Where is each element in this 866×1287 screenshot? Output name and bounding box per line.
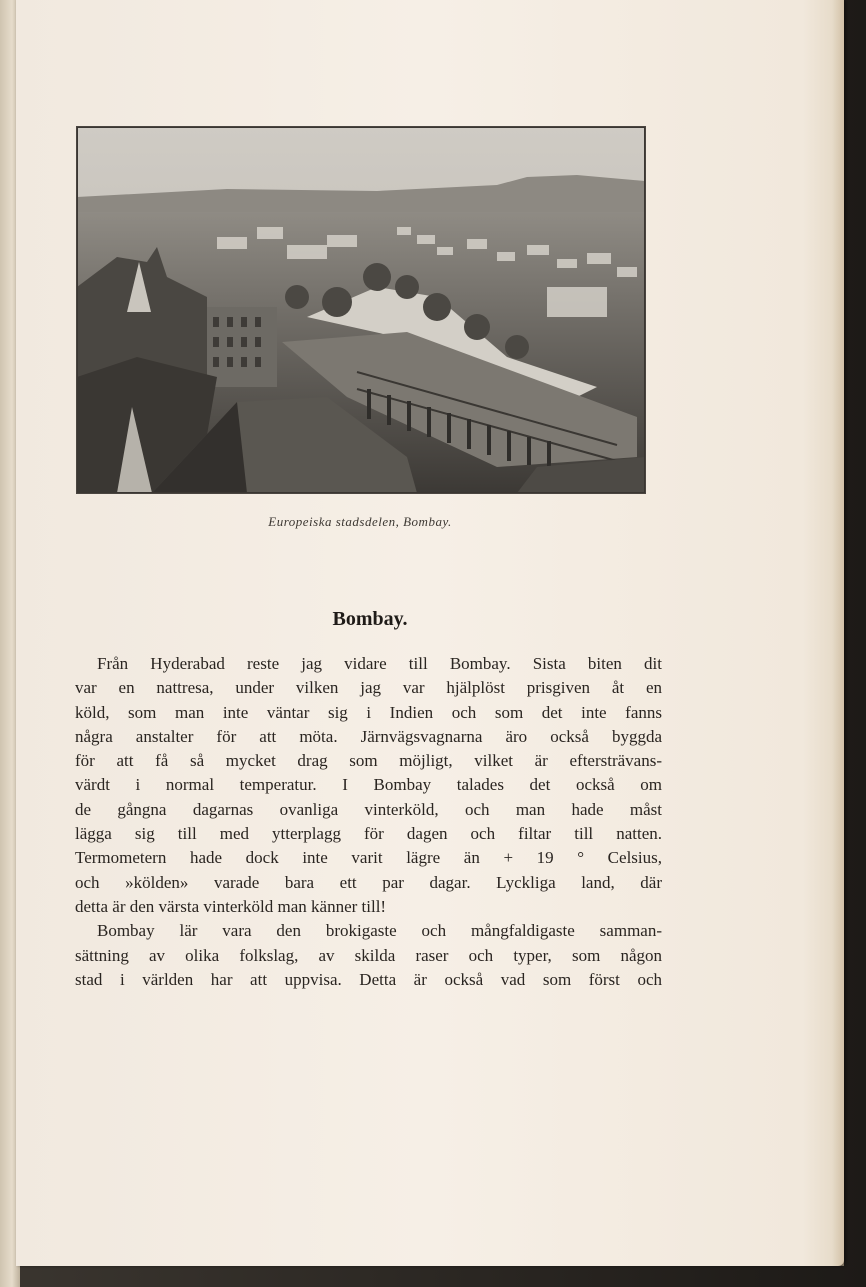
text-line: detta är den värsta vinterköld man känner till!: [75, 896, 387, 916]
city-panorama-photo: [76, 126, 646, 494]
text-line: värdt i normal temperatur. I Bombay talades det också om: [75, 775, 662, 795]
text-line: stad i världen har att uppvisa. Detta är också vad som först och: [75, 969, 662, 989]
text-line: de gångna dagarnas ovanliga vinterköld, och man hade måst: [75, 799, 662, 819]
text-line: för att få så mycket drag som möjligt, vilket är eftersträvans-: [75, 751, 662, 771]
text-line: lägga sig till med ytterplagg för dagen och filtar till natten.: [75, 824, 662, 844]
text-line: köld, som man inte väntar sig i Indien och som det inte fanns: [75, 702, 662, 722]
text-line: sättning av olika folkslag, av skilda raser och typer, som någon: [75, 945, 662, 965]
text-line: var en nattresa, under vilken jag var hjälplöst prisgiven åt en: [75, 678, 662, 698]
text-line: Från Hyderabad reste jag vidare till Bombay. Sista biten dit: [97, 654, 662, 673]
text-line: Bombay lär vara den brokigaste och mångfaldigaste samman-: [97, 921, 662, 941]
body-text: [75, 652, 662, 992]
chapter-heading: Bombay.: [332, 608, 408, 630]
text-line: och »kölden» varade bara ett par dagar. Lyckliga land, där: [75, 872, 662, 892]
text-line: Termometern hade dock inte varit lägre än + 19 ° Celsius,: [75, 848, 662, 868]
figure-caption: Europeiska stadsdelen, Bombay.: [268, 514, 452, 529]
text-line: några anstalter för att möta. Järnvägsvagnarna äro också byggda: [75, 726, 662, 746]
photo-illustration: [77, 127, 645, 493]
page-edge-shadow: [832, 0, 844, 1266]
